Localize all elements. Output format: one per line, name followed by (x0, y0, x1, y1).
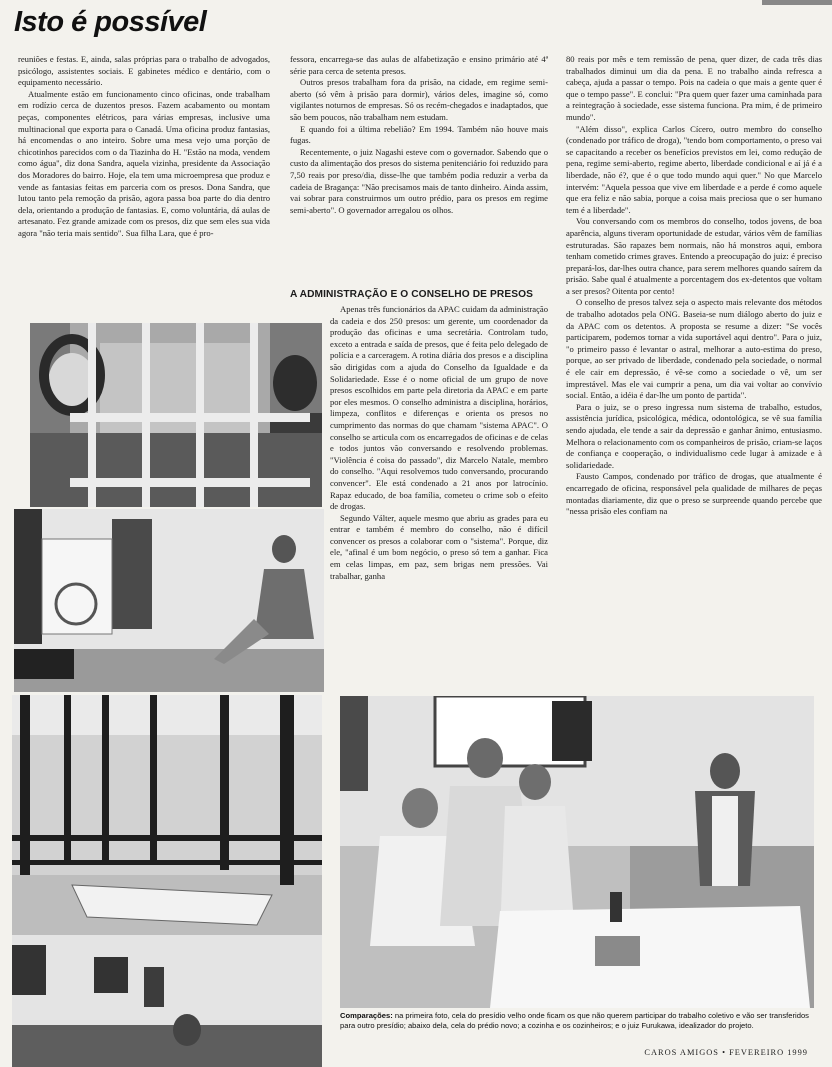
paragraph: Apenas três funcionários da APAC cuidam da administração da cadeia e dos 250 presos: um gerente, um coordenador da produção das oficinas e uma secretária. Controlam tudo, exceto a entrada e saída de presos, que é feita pelo delegado de polícia e a carceragem. A rotina diária dos presos e a disciplina são dirigidas com a ajuda do Conselho da Igualdade e da Solidariedade. Esse é o nome oficial de um grupo de nove presos escolhidos em parte pela diretoria da APAC e em parte por eles mesmos. O conselho administra a disciplina, horários, limpeza, conflitos e diferenças e orienta os presos no cumprimento das normas do que chamam "sistema APAC". O conselho se articula com os encarregados de oficinas e de celas e todos juntos vão conversando e resolvendo problemas. "Violência é coisa do passado", diz Marcelo Natale, membro do conselho. "Aqui resolvemos tudo conversando, procurando convencer". Ele está condenado a 21 anos por latrocínio. Rapaz educado, de boa família, cometeu o crime sob o efeito de drogas. (330, 304, 548, 512)
paragraph: fessora, encarrega-se das aulas de alfabetização e ensino primário até 4ª série para cerca de setenta presos. (290, 54, 548, 76)
text-column-3 (566, 54, 822, 687)
page-corner-mark (762, 0, 832, 5)
text-column-1 (18, 54, 270, 302)
photo-old-cell (30, 323, 322, 507)
section-subhead: A ADMINISTRAÇÃO E O CONSELHO DE PRESOS (290, 289, 534, 300)
paragraph: O conselho de presos talvez seja o aspecto mais relevante dos métodos de trabalho adotados pela ONG. Baseia-se num diálogo aberto do juiz e da APAC com os detentos. A proposta se resume a dizer: "Se vocês participarem, podemos tornar a vida suportável aqui dentro". Para o juiz, "o primeiro passo é levantar o astral, melhorar a auto-estima do preso, porque, ao ser privado de liberdade, condenado pela sociedade, o normal é ele cair em depressão, é vê-se como a sociedade o vê, um ser imprestável. Mas ele vai cumprir a pena, um dia vai voltar ao convívio social. Então, a idéia é dar-lhe um ponto de partida". (566, 297, 822, 401)
photo-new-cell (14, 509, 324, 692)
paragraph: Recentemente, o juiz Nagashi esteve com o governador. Sabendo que o custo da alimentação dos presos do sistema penitenciário foi reduzido para 7,50 reais por preso/dia, disse-lhe que também podia reduzir a verba da cadeia de Bragança: "Não precisamos mais de tanto dinheiro. Ainda assim, vai sobrar para construirmos um outro prédio, para os presos em regime semi-aberto". O governador arregalou os olhos. (290, 146, 548, 215)
paragraph: Outros presos trabalham fora da prisão, na cidade, em regime semi-aberto (só vêm à prisão para dormir), vários deles, imagine só, como vigilantes noturnos de empresas. Só os recém-chegados e inadaptados, que são bem poucos, não trabalham nem estudam. (290, 77, 548, 122)
paragraph: Fausto Campos, condenado por tráfico de drogas, que atualmente é encarregado de oficina, responsável pela qualidade de milhares de peças montadas diariamente, diz que o preso se surpreende quando percebe que "nessa prisão eles confiam na (566, 471, 822, 517)
photo-caption (340, 1011, 814, 1031)
photo-prison-courtyard (12, 695, 322, 1067)
photo-kitchen-cooks (340, 696, 814, 1008)
paragraph: Segundo Válter, aquele mesmo que abriu as grades para eu entrar e também é membro do conselho, não é difícil convencer os presos a colaborar com o "sistema". Porque, diz ele, "afinal é um bom negócio, o preso só tem a ganhar. Fica em celas limpas, em paz, sem brigas nem pressões. Vai trabalhar, ganha (330, 512, 548, 581)
paragraph: "Além disso", explica Carlos Cícero, outro membro do conselho (condenado por tráfico de droga), "tendo bom comportamento, o preso vai se capacitando a receber os benefícios previstos em lei, como redução de pena, regime semi-aberto, regime aberto, liberdade condicional e aí já é a liberdade, não é?, que é o que todo mundo aqui quer." No que Marcelo intervém: "Aquela pessoa que vive em liberdade e a perde é como aquele que era feliz e não sabia, porque a coisa mais preciosa que o ser humano tem é a liberdade". (566, 123, 822, 215)
paragraph: reuniões e festas. E, ainda, salas próprias para o trabalho de advogados, psicólogo, assistentes sociais. E gabinetes médico e dentário, com o equipamento necessário. (18, 54, 270, 88)
section-title: Isto é possível (14, 6, 207, 38)
paragraph: E quando foi a última rebelião? Em 1994. Também não houve mais fugas. (290, 123, 548, 146)
page-footer: CAROS AMIGOS • FEVEREIRO 1999 (644, 1048, 808, 1057)
caption-text: na primeira foto, cela do presídio velho onde ficam os que não querem participar do trabalho coletivo e vão ser transferidos para outro presídio; abaixo dela, cela do prédio novo; a cozinha e os cozinheiros; e o juiz Furukawa, idealizador do projeto. (340, 1011, 809, 1030)
caption-lead: Comparações: (340, 1011, 393, 1020)
paragraph: 80 reais por mês e tem remissão de pena, quer dizer, de cada três dias trabalhados diminui um dia da pena. E no trabalho ainda refresca a cabeça, ajuda a passar o tempo. Pois na cadeia o que mais a gente quer é que o tempo passe". E conclui: "Pra quem quer fazer uma caminhada para a reintegração à sociedade, esse sistema funciona. Pra mim, é de primeiro mundo". (566, 54, 822, 122)
paragraph: Atualmente estão em funcionamento cinco oficinas, onde trabalham em rodízio cerca de duzentos presos. Fazem acabamento ou montam peças, componentes elétricos, para várias empresas, inclusive uma multinacional que exporta para o Canadá. Uma oficina produz fantasias, há encomendas o ano inteiro. Sobre uma mesa vejo uma porção de chicotinhos parecidos com o da Tiazinha do H. "Estão na moda, vendem como água", diz dona Sandra, aquela vizinha, presidente da Associação dos Moradores do bairro. Hoje, ela tem uma microempresa que produz e vende as fantasias feitas em parceria com os presos. Dona Sandra, que lutou tanto pela remoção da prisão, agora passa boa parte do dia dentro dela, orientando a produção de fantasias. E, como voluntária, dá aulas de artesanato. Fez grande amizade com os presos, diz que sem eles sua vida agora "não teria mais sentido". Sua filha Lara, que é pro- (18, 88, 270, 238)
text-column-2 (290, 54, 548, 272)
paragraph: Para o juiz, se o preso ingressa num sistema de trabalho, estudos, assistência jurídica, psicológica, médica, odontológica, se vê sua família sendo ajudada, ele tende a sair da depressão e ganhar ânimo, entusiasmo. Melhora o relacionamento com os companheiros de prisão, criam-se laços de confiança e cooperação, o individualismo cede lugar à amizade e à solidariedade. (566, 401, 822, 470)
text-column-middle (330, 304, 548, 688)
paragraph: Vou conversando com os membros do conselho, todos jovens, de boa aparência, alguns tiveram oportunidade de estudar, vários vêm de famílias estruturadas. São rapazes bem normais, não há monstros aqui, embora tenham cometido crimes graves. Entendo a preocupação do juiz: é preciso prepará-los, dar-lhes outra chance, para serem melhores quando saírem da prisão. Sabe qual é atualmente a porcentagem dos ex-detentos que voltam a ser presos? Oitenta por cento! (566, 216, 822, 296)
